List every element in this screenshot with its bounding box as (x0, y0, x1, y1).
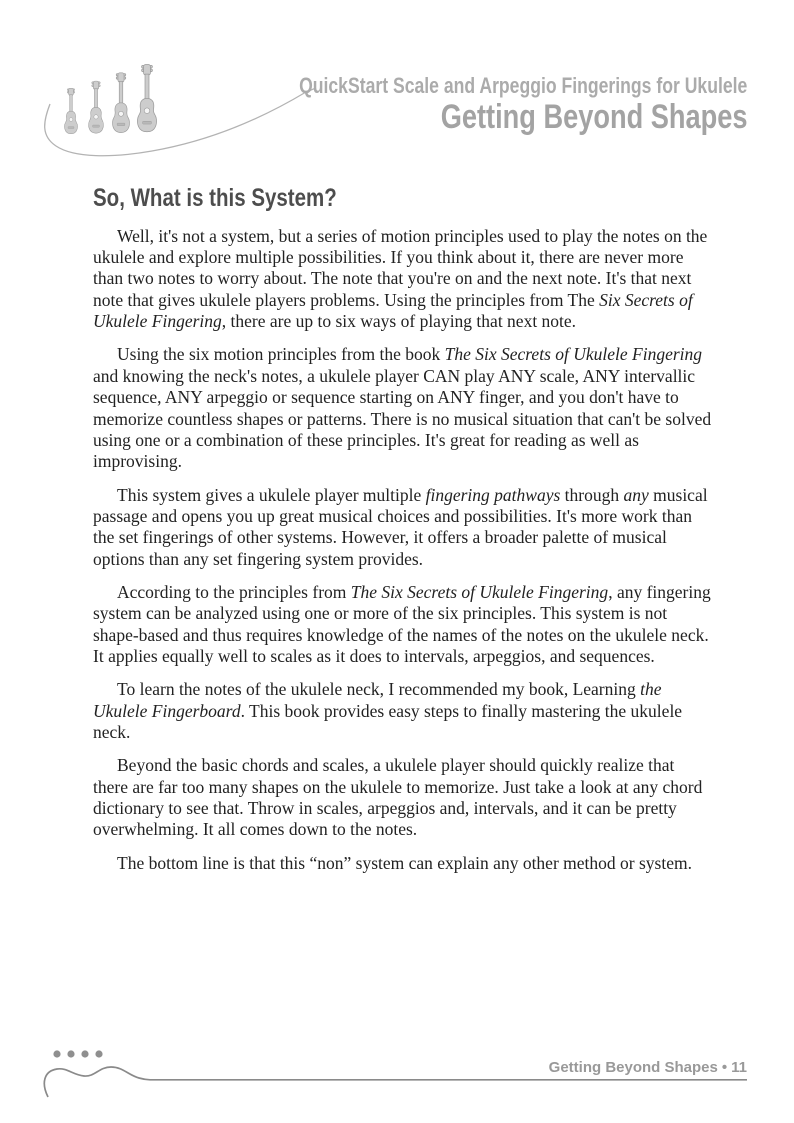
text-run: musical passage and opens you up great musical choices and possibilities. It's more work than the set fingerings of other systems. However, it offers a broader palette of musical options than any set fingering system provides. (93, 484, 708, 569)
ukulele-icon (89, 81, 104, 133)
paragraph (93, 485, 713, 570)
text-run: . This book provides easy steps to finally mastering the ukulele neck. (93, 700, 683, 742)
text-run: and knowing the neck's notes, a ukulele player CAN play ANY scale, ANY intervallic sequence, ANY arpeggio or sequence starting on ANY finger, and you don't have to memorize countless shapes or patterns. There is no musical situation that can't be solved using one or a combination of these principles. It's great for reading as well as improvising. (93, 365, 712, 472)
paragraph (93, 853, 713, 874)
chapter-title: Getting Beyond Shapes (440, 98, 747, 136)
text-run: , there are up to six ways of playing that next note. (221, 311, 577, 332)
text-run: the Ukulele Fingerboard (93, 679, 662, 721)
text-run: through (560, 484, 624, 505)
page-body (93, 184, 713, 886)
text-run: Using the six motion principles from the book (117, 344, 445, 365)
footer-chapter-label: Getting Beyond Shapes (548, 1059, 718, 1076)
paragraph (93, 679, 713, 743)
body-paragraphs (93, 226, 713, 874)
text-run: , any fingering system can be analyzed using one or more of the six principles. This system is not shape-based and thus requires knowledge of the names of the notes on the ukulele neck. It applies equally well to scales as it does to intervals, arpeggios, and sequences. (93, 581, 711, 666)
dot-icon (81, 1050, 88, 1057)
dot-icon (53, 1050, 60, 1057)
text-run: To learn the notes of the ukulele neck, I recommended my book, Learning (117, 679, 641, 700)
ukulele-icon (137, 65, 156, 132)
ukulele-icon (113, 73, 130, 133)
text-run: The Six Secrets of Ukulele Fingering (350, 581, 609, 602)
running-footer (549, 1060, 747, 1075)
book-title: QuickStart Scale and Arpeggio Fingerings for Ukulele (298, 73, 747, 98)
text-run: The Six Secrets of Ukulele Fingering (444, 344, 703, 365)
text-run: Well, it's not a system, but a series of motion principles used to play the notes on the ukulele and explore multiple possibilities. If you think about it, there are never more than two notes to worry about. The note that you're on and the next note. It's that next note that gives ukulele players problems. Using the principles from The (93, 225, 708, 310)
paragraph (93, 344, 713, 472)
dot-icon (95, 1050, 102, 1057)
text-run: The bottom line is that this “non” system can explain any other method or system. (117, 852, 692, 873)
text-run: any (623, 484, 649, 505)
text-run: According to the principles from (117, 581, 351, 602)
text-run: Beyond the basic chords and scales, a ukulele player should quickly realize that there are far too many shapes on the ukulele to memorize. Just take a look at any chord dictionary to see that. Throw in scales, arpeggios and, intervals, and it can be pretty overwhelming. It all comes down to the notes. (93, 755, 703, 840)
section-heading: So, What is this System? (93, 184, 337, 212)
footer-separator: • (721, 1059, 728, 1076)
paragraph (93, 582, 713, 667)
swoosh-line (45, 88, 316, 156)
paragraph (93, 226, 713, 333)
ukulele-icon (65, 88, 78, 134)
dot-icon (67, 1050, 74, 1057)
text-run: fingering pathways (425, 484, 561, 505)
paragraph (93, 755, 713, 840)
text-run: This system gives a ukulele player multiple (117, 484, 426, 505)
page-number: 11 (731, 1059, 747, 1076)
text-run: Six Secrets of Ukulele Fingering (93, 289, 693, 332)
